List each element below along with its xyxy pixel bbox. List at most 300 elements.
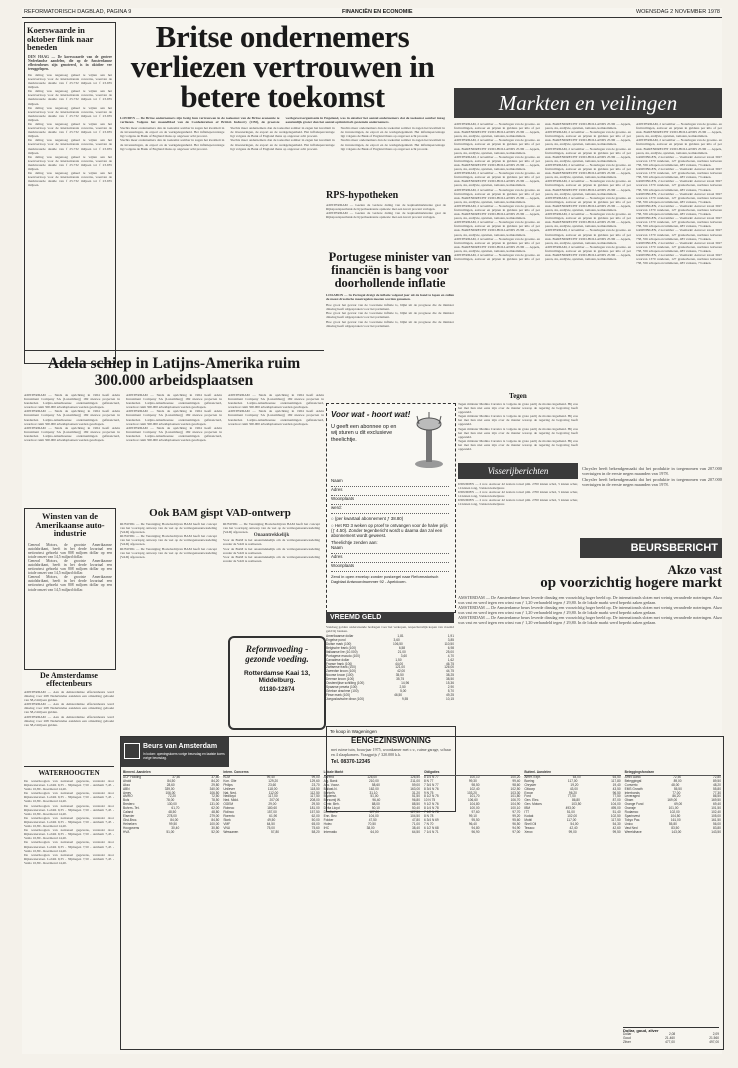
row-label: VMF [223,821,231,826]
row-value: 58,20 [311,829,320,834]
voordeel-field[interactable]: Woonplaats [331,563,449,572]
row-value: 54,00 [570,821,579,826]
row-value: 105,00 [711,813,721,818]
row-value: 54,30 [612,821,621,826]
row-label: Heineken [123,821,137,826]
portugese-lead: LISSABON — In Portugal dreigt de inflatie volgend jaar uit de hand te lopen en zullen de meest drastische maatregelen moeten worden genomen. [326,293,454,302]
row-value: 96,40 [468,821,477,826]
row-value: 101,50 [711,806,721,811]
row-label: ITT [524,810,530,815]
row-value: 83,50 [671,825,680,830]
row-value: 98,50 [471,782,480,787]
row-value: 4,70 [447,653,454,658]
row-value: 30,80 [211,825,220,830]
voordeel-field[interactable]: Naam [331,545,449,554]
row-value: 23,60 [268,782,277,787]
row-label: 9 N 75 [423,790,434,795]
row-label: Oransje [624,806,636,811]
row-value: 101,70 [469,794,480,799]
voordeel-field[interactable]: Woonplaats [331,496,449,505]
row-label: Ahold [123,778,132,783]
row-value: 65,00 [311,821,320,826]
row-label: Buhrm.-Tet. [123,806,140,811]
row-label: Caland [123,810,134,815]
row-value: 117,50 [310,794,320,799]
koerswaarde-box [24,22,116,364]
row-value: 69,00 [674,802,683,807]
row-label: Akzo [123,782,131,787]
voordeel-title: Voor wat - hoort wat! [331,410,411,419]
stock-row [223,831,319,835]
row-label: Kon. Olie [223,778,237,783]
row-label: Noorse kroon (100) [326,673,354,678]
row-value: 117,00 [567,778,578,783]
row-value: 38,40 [411,825,420,830]
row-value: 495,00 [610,806,621,811]
row-value: 47,80 [411,817,420,822]
row-label: Internatio [323,829,337,834]
beursbericht-title: BEURSBERICHT [580,538,722,558]
row-value: 112,50 [310,790,320,795]
row-value: 96,80 [412,798,420,803]
row-label: Centr. Beh. [323,802,340,807]
row-value: 130,00 [167,802,177,807]
row-value: 95,50 [471,817,480,822]
row-value: 99,00 [311,774,320,779]
row-value: 127,50 [410,810,420,815]
row-value: 102,40 [469,786,480,791]
row-label: HVA [123,829,130,834]
row-label: 8 3/4 N 76 [423,786,439,791]
row-label: Belgische frank (100) [326,645,357,650]
row-value: 2,50 [399,684,406,689]
row-value: 100,10 [510,806,521,811]
row-label: 8 1/4 N 78 [423,806,439,811]
row-value: 129,20 [268,778,279,783]
row-label: 10 N 75 [423,798,436,803]
row-value: 38,50 [446,677,454,682]
row-value: 118,00 [267,786,278,791]
row-value: 493,00 [565,806,576,811]
row-label: Enn. Bev. [323,813,338,818]
britse-title: Britse ondernemers verliezen vertrouwen in betere toekomst [130,22,435,114]
row-label: 8 1/4 N 77 [423,774,439,779]
row-value: 104,90 [510,802,521,807]
row-label: Gen. Motors [524,802,542,807]
row-label: Nedlloyd [223,794,236,799]
row-value: 72,80 [712,774,721,779]
beurs-column-heading: Buitenl. Aandelen [524,771,620,776]
row-value: 5,70 [447,688,454,693]
row-label: IHC [323,825,330,830]
row-value: 106,70 [510,798,521,803]
header-center: FINANCIËN EN ECONOMIE [342,9,413,15]
row-value: 497,00 [709,1040,719,1045]
row-value: 86,80 [571,798,580,803]
row-value: 103,30 [510,790,521,795]
row-value: 117,00 [268,794,278,799]
row-value: 169,50 [711,798,721,803]
row-value: 31,20 [411,790,420,795]
row-label: 9 1/2 N 76 [423,802,439,807]
row-value: 89,00 [673,778,682,783]
row-label: Wessanen [223,829,239,834]
row-value: 64,00 [572,774,581,779]
row-label: Stork [223,817,231,822]
row-value: 61,90 [269,813,278,818]
beurs-column [424,771,520,1045]
britse-lead: LONDEN — De Britse ondernemers zijn bezig hun vertrouwen in de toekomst van de Britse economie te verliezen. Volgens het maandblad van de Confederation of British Industry (CBI), de grootste werkgeversorganisatie in Engeland, was in oktober het aantal ondernemers dat de toekomst somber inzag aanzienlijk groter dan het aantal optimistisch gestemde ondernemers. [120,116,445,125]
row-label: Ass. Voorz. [323,782,340,787]
row-label: ACF Holding [123,774,142,779]
row-value: 35,75 [396,677,405,682]
row-label: ABN [123,786,130,791]
row-value: 3,85 [447,638,454,643]
row-label: Nat. Ned. [223,790,237,795]
row-label: Amer. Expr. [524,774,541,779]
row-value: 51,50 [411,794,420,799]
beurs-column-heading: Beleggingsfondsen [625,771,721,776]
row-value: 48,20 [712,782,721,787]
row-label: Zilver [623,1040,631,1045]
row-value: 100,10 [469,774,480,779]
row-value: 71,00 [411,821,420,826]
row-value: 19,40 [612,782,621,787]
row-value: 78,00 [166,798,175,803]
row-value: 58,60 [371,782,380,787]
ingezonden-title: Te koop in Wageningen [330,729,377,734]
row-value: 44,00 [395,661,404,666]
row-value: 10,15 [446,696,454,701]
row-label: Oostenrijkse schilling (100) [326,681,365,686]
row-value: 1,91 [447,634,454,639]
row-value: 77,30 [712,790,721,795]
row-value: 46,50 [394,692,403,697]
row-label: Gist-Broc. [123,817,138,822]
voordeel-coupon [326,403,456,613]
row-value: 104,80 [469,802,480,807]
row-label: 6 3/4 N 69 [423,817,439,822]
row-label: Joegoslavische dinar (100) [326,696,365,701]
row-value: 126,00 [367,774,377,779]
row-value: 31,10 [369,790,378,795]
row-label: Sparinvest [624,813,640,818]
row-value: 279,00 [209,813,220,818]
beurs-column [625,771,721,1045]
row-label: Robeco [223,806,235,811]
row-label: Amerikaanse dollar [326,634,354,639]
row-value: 103,20 [467,790,477,795]
row-label: 8 N 77 [423,778,434,783]
row-label: Philips [223,782,233,787]
row-value: 87,00 [612,798,621,803]
row-label: Delta Lloyd [323,806,340,811]
row-value: 50,40 [412,806,420,811]
newspaper-page [22,8,722,1054]
row-value: 48,80 [211,810,220,815]
row-label: Holec [323,821,332,826]
row-value: 477,00 [665,1040,675,1045]
row-value: 29,50 [311,802,320,807]
row-value: 51,00 [370,794,379,799]
row-value: 86,50 [712,794,721,799]
row-value: 83,80 [712,825,721,830]
row-label: Amro Aand. [624,774,642,779]
britse-body: Slechts meer ondernemers dan de toekomst somber in zagen het kwaliteit in de investeringen, de export en de werkgelegenheid. Het inflatiepercentage ligt volgens de Bank of England thans op ongeveer acht procent. Slechts meer ondernemers dan de toekomst somber in zagen het kwaliteit in de investeringen, de export en de werkgelegenheid. Het inflatiepercentage ligt volgens de Bank of England thans op ongeveer acht procent. Slechts meer ondernemers dan de toekomst somber in zagen het kwaliteit in de investeringen, de export en de werkgelegenheid. Het inflatiepercentage ligt volgens de Bank of England thans op ongeveer acht procent. Slechts meer ondernemers dan de toekomst somber in zagen het kwaliteit in de investeringen, de export en de werkgelegenheid. Het inflatiepercentage ligt volgens de Bank of England thans op ongeveer acht procent. Slechts meer ondernemers dan de toekomst somber in zagen het kwaliteit in de investeringen, de export en de werkgelegenheid. Het inflatiepercentage ligt volgens de Bank of England thans op ongeveer acht procent. Slechts meer ondernemers dan de toekomst somber in zagen het kwaliteit in de investeringen, de export en de werkgelegenheid. Het inflatiepercentage ligt volgens de Bank of England thans op ongeveer acht procent. [120,126,445,151]
row-label: Duitse mark (100) [326,642,352,646]
bam-body: RIJSWIJK — De Vereniging Bouwbedrijven BAM heeft het concept van het voorlopig ontwerp van de wet op de vermogensaanwasdeling (VAD) afgewezen. RIJSWIJK — De Vereniging Bouwbedrijven BAM heeft het concept van het voorlopig ontwerp van de wet op de vermogensaanwasdeling (VAD) afgewezen. RIJSWIJK — De Vereniging Bouwbedrijven BAM heeft het concept van het voorlopig ontwerp van de wet op de vermogensaanwasdeling (VAD) afgewezen. RIJSWIJK — De Vereniging Bouwbedrijven BAM heeft het concept van het voorlopig ontwerp van de wet op de vermogensaanwasdeling (VAD) afgewezen. Onaantrekkelijk Voor de BAM is het onaantrekkelijk om de vermogensaanwasdeling zonder de VAD te realiseren. Voor de BAM is het onaantrekkelijk om de vermogensaanwasdeling zonder de VAD te realiseren. Voor de BAM is het onaantrekkelijk om de vermogensaanwasdeling zonder de VAD te realiseren. [120,522,320,563]
row-value: 14,96 [401,681,410,686]
ingezonden-heading: EENGEZINSWONING [350,736,431,745]
voordeel-option3: Theelichtje zenden aan: [331,540,378,545]
row-label: 8 N 78 [423,813,434,818]
voordeel-option1[interactable]: ○ (per kwartaal abonnement ƒ 38.80) [331,516,404,521]
row-value: 51,00 [166,829,175,834]
row-label: 8 1/2 N 75 [423,794,439,799]
row-value: 61,70 [171,806,180,811]
row-value: 2,09 [712,1032,719,1037]
row-value: 106,50 [393,642,403,646]
row-value: 64,50 [266,821,275,826]
portugese-title: Portugese minister van financiën is bang voor doorhollende inflatie [328,251,452,290]
visserij-body: IJMUIDEN — 2 nov. Aanvoer 42 kotters totaal plm. 2700 kisten schol, 5 kisten schar, 14 kisten tong, 3 kisten kabeljauw. IJMUIDEN — 2 nov. Aanvoer 42 kotters totaal plm. 2700 kisten schol, 5 kisten schar, 14 kisten tong, 3 kisten kabeljauw. IJMUIDEN — 2 nov. Aanvoer 42 kotters totaal plm. 2700 kisten schol, 5 kisten schar, 14 kisten tong, 3 kisten kabeljauw. [458,482,578,507]
row-value: 57,80 [271,829,279,834]
stock-row [424,831,520,835]
voordeel-field[interactable]: Adres [331,487,449,496]
row-label: Engelse pond [326,638,346,643]
winsten-body: General Motors, de grootste Amerikaanse autofabrikant, heeft in het derde kwartaal een nettowinst geboekt van 808 miljoen dollar op een totale omzet van 14,5 miljard dollar. General Motors, de grootste Amerikaanse autofabrikant, heeft in het derde kwartaal een nettowinst geboekt van 808 miljoen dollar op een totale omzet van 14,5 miljard dollar. General Motors, de grootste Amerikaanse autofabrikant, heeft in het derde kwartaal een nettowinst geboekt van 808 miljoen dollar op een totale omzet van 14,5 miljard dollar. [28,542,112,592]
voordeel-form [331,478,449,584]
row-label: EMS Growth [624,786,643,791]
koerswaarde-lead: DEN HAAG — De koerswaarde van de grotere Nederlandse aandelen, die op de Amsterdamse effectenbeurs zijn genoteerd, is in oktober ver teruggelopen. [28,54,112,71]
row-label: Rorento [223,813,235,818]
row-value: 157,00 [267,810,277,815]
amsterdamse-article [24,672,114,762]
adela-body: AMSTERDAM — Sinds de oprichting in 1964 heeft Adela Investment Company SA (Luxemburg) 169 nieuwe projecten in honderden Latijns-Amerikaanse ondernemingen gefinancierd, waardoor ruim 300.000 arbeidsplaatsen werden geschapen. AMSTERDAM — Sinds de oprichting in 1964 heeft Adela Investment Company SA (Luxemburg) 169 nieuwe projecten in honderden Latijns-Amerikaanse ondernemingen gefinancierd, waardoor ruim 300.000 arbeidsplaatsen werden geschapen. AMSTERDAM — Sinds de oprichting in 1964 heeft Adela Investment Company SA (Luxemburg) 169 nieuwe projecten in honderden Latijns-Amerikaanse ondernemingen gefinancierd, waardoor ruim 300.000 arbeidsplaatsen werden geschapen. AMSTERDAM — Sinds de oprichting in 1964 heeft Adela Investment Company SA (Luxemburg) 169 nieuwe projecten in honderden Latijns-Amerikaanse ondernemingen gefinancierd, waardoor ruim 300.000 arbeidsplaatsen werden geschapen. AMSTERDAM — Sinds de oprichting in 1964 heeft Adela Investment Company SA (Luxemburg) 169 nieuwe projecten in honderden Latijns-Amerikaanse ondernemingen gefinancierd, waardoor ruim 300.000 arbeidsplaatsen werden geschapen. AMSTERDAM — Sinds de oprichting in 1964 heeft Adela Investment Company SA (Luxemburg) 169 nieuwe projecten in honderden Latijns-Amerikaanse ondernemingen gefinancierd, waardoor ruim 300.000 arbeidsplaatsen werden geschapen. AMSTERDAM — Sinds de oprichting in 1964 heeft Adela Investment Company SA (Luxemburg) 169 nieuwe projecten in honderden Latijns-Amerikaanse ondernemingen gefinancierd, waardoor ruim 300.000 arbeidsplaatsen werden geschapen. AMSTERDAM — Sinds de oprichting in 1964 heeft Adela Investment Company SA (Luxemburg) 169 nieuwe projecten in honderden Latijns-Amerikaanse ondernemingen gefinancierd, waardoor ruim 300.000 arbeidsplaatsen werden geschapen. [24,393,324,443]
beurs-column-heading: Binnenl. Aandelen [123,771,219,776]
beursbericht-article [458,563,722,703]
row-value: 102,40 [711,810,721,815]
row-value: 99,00 [568,829,577,834]
row-value: 278,00 [167,813,177,818]
waterhoogten-title: WATERHOOGTEN [38,769,100,777]
row-value: 131,00 [209,802,220,807]
row-value: 28,60 [166,782,175,787]
voordeel-option2[interactable]: ○ Het RD 3 weken op proef te ontvangen voor de halve prijs (ƒ 4.50). Zonder tegenbericht wordt u daarna dan zal een abonnement wordt geweest. [331,523,448,538]
row-value: 37,50 [172,774,181,779]
row-label: KLM [223,774,230,779]
row-value: 30,40 [171,825,180,830]
row-label: Texaco [524,825,535,830]
row-value: 72,20 [167,794,176,799]
beurs-column-heading: Obligaties [424,771,520,776]
row-value: 5,00 [400,688,407,693]
row-value: 88,50 [412,802,420,807]
row-value: 21,00 [397,649,406,654]
row-value: 6,58 [398,645,406,650]
row-value: 69,40 [712,802,721,807]
row-value: 99,30 [468,778,477,783]
beurs-columns [123,771,721,1045]
row-value: 127,00 [369,810,380,815]
beurs-title: Beurs van Amsterdam [143,743,218,750]
markten-banner [454,88,722,120]
row-value: 96,50 [612,790,621,795]
row-label: 7 N 70 [423,821,434,826]
beurs-column [324,771,420,1045]
row-value: 104,00 [610,802,621,807]
row-label: 6 1/2 N 68 [423,825,439,830]
row-label: Blydenst. [323,794,337,799]
row-value: 95,60 [512,817,521,822]
row-value: 98,60 [512,782,521,787]
row-label: Hoogovens [123,825,140,830]
beurs-column [123,771,219,1045]
row-value: 94,90 [512,825,521,830]
amsterdamse-body: AMSTERDAM — Aan de Amsterdamse effectenbeurs werd dinsdag voor 268 Nederlandse aandelen een omzetting geboekt van 38,2 miljoen gulden. AMSTERDAM — Aan de Amsterdamse effectenbeurs werd dinsdag voor 268 Nederlandse aandelen een omzetting geboekt van 38,2 miljoen gulden. AMSTERDAM — Aan de Amsterdamse effectenbeurs werd dinsdag voor 268 Nederlandse aandelen een omzetting geboekt van 38,2 miljoen gulden. [24,690,114,727]
header-right: WOENSDAG 2 NOVEMBER 1978 [635,9,720,15]
row-label: Kodak [524,813,534,818]
row-value: 51,00 [566,810,575,815]
row-value: 70,50 [367,821,376,826]
chrysler-article: Chrysler heeft bekendgemaakt dat het produktie in toegenomen van 207.000 voertuigen in de eerste negen maanden van 1978. Chrysler heeft bekendgemaakt dat het produktie in toegenomen van 207.000 voertuigen in de eerste negen maanden van 1978. [582,466,722,487]
row-value: 162,00 [368,786,379,791]
row-value: 97,00 [512,829,521,834]
row-value: 29,00 [268,802,277,807]
row-label: Orange Fund [624,802,644,807]
row-value: 96,40 [372,798,381,803]
dollar-table [623,1033,719,1045]
row-label: Chrysler [524,782,537,787]
row-value: 211,00 [410,778,420,783]
beurs-column-heading: Intern. Concerns [223,771,319,776]
row-value: 102,50 [610,813,621,818]
row-value: 100,20 [510,774,521,779]
row-label: Canadese dollar [326,657,350,662]
voordeel-field[interactable]: Adres [331,554,449,563]
row-value: 99,20 [512,813,521,818]
row-value: 2,90 [447,684,454,689]
row-value: 55,80 [712,786,721,791]
row-label: Tokyo Pac. [624,817,641,822]
row-value: 51,40 [612,810,621,815]
row-value: 103,50 [571,802,582,807]
row-value: 106,00 [165,790,176,795]
row-value: 181,00 [309,806,320,811]
rps-body: AMSTERDAM — Gezien de verdere daling van de kapitaalmarktrente gaat de Rijkspostspaarbank de hypotheekrente opnieuw met een kwart procent verlagen. AMSTERDAM — Gezien de verdere daling van de kapitaalmarktrente gaat de Rijkspostspaarbank de hypotheekrente opnieuw met een kwart procent verlagen. [326,203,446,220]
markten-body: AMSTERDAM, 2 november — Noteringen van de groente- en fruitveilingen, aanvoer en prijzen in guldens per kilo of per stuk. BARENDRECHT ZUID-HOLLANDS ZUID — Appels, peren, sla, andijvie, spruiten, tomaten, komkommers. AMSTERDAM, 2 november — Noteringen van de groente- en fruitveilingen, aanvoer en prijzen in guldens per kilo of per stuk. BARENDRECHT ZUID-HOLLANDS ZUID — Appels, peren, sla, andijvie, spruiten, tomaten, komkommers. AMSTERDAM, 2 november — Noteringen van de groente- en fruitveilingen, aanvoer en prijzen in guldens per kilo of per stuk. BARENDRECHT ZUID-HOLLANDS ZUID — Appels, peren, sla, andijvie, spruiten, tomaten, komkommers. AMSTERDAM, 2 november — Noteringen van de groente- en fruitveilingen, aanvoer en prijzen in guldens per kilo of per stuk. BARENDRECHT ZUID-HOLLANDS ZUID — Appels, peren, sla, andijvie, spruiten, tomaten, komkommers. AMSTERDAM, 2 november — Noteringen van de groente- en fruitveilingen, aanvoer en prijzen in guldens per kilo of per stuk. BARENDRECHT ZUID-HOLLANDS ZUID — Appels, peren, sla, andijvie, spruiten, tomaten, komkommers. AMSTERDAM, 2 november — Noteringen van de groente- en fruitveilingen, aanvoer en prijzen in guldens per kilo of per stuk. BARENDRECHT ZUID-HOLLANDS ZUID — Appels, peren, sla, andijvie, spruiten, tomaten, komkommers. AMSTERDAM, 2 november — Noteringen van de groente- en fruitveilingen, aanvoer en prijzen in guldens per kilo of per stuk. BARENDRECHT ZUID-HOLLANDS ZUID — Appels, peren, sla, andijvie, spruiten, tomaten, komkommers. AMSTERDAM, 2 november — Noteringen van de groente- en fruitveilingen, aanvoer en prijzen in guldens per kilo of per stuk. BARENDRECHT ZUID-HOLLANDS ZUID — Appels, peren, sla, andijvie, spruiten, tomaten, komkommers. AMSTERDAM, 2 november — Noteringen van de groente- en fruitveilingen, aanvoer en prijzen in guldens per kilo of per stuk. BARENDRECHT ZUID-HOLLANDS ZUID — Appels, peren, sla, andijvie, spruiten, tomaten, komkommers. AMSTERDAM, 2 november — Noteringen van de groente- en fruitveilingen, aanvoer en prijzen in guldens per kilo of per stuk. BARENDRECHT ZUID-HOLLANDS ZUID — Appels, peren, sla, andijvie, spruiten, tomaten, komkommers. AMSTERDAM, 2 november — Noteringen van de groente- en fruitveilingen, aanvoer en prijzen in guldens per kilo of per stuk. BARENDRECHT ZUID-HOLLANDS ZUID — Appels, peren, sla, andijvie, spruiten, tomaten, komkommers. AMSTERDAM, 2 november — Noteringen van de groente- en fruitveilingen, aanvoer en prijzen in guldens per kilo of per stuk. BARENDRECHT ZUID-HOLLANDS ZUID — Appels, peren, sla, andijvie, spruiten, tomaten, komkommers. AMSTERDAM, 2 november — Noteringen van de groente- en fruitveilingen, aanvoer en prijzen in guldens per kilo of per stuk. BARENDRECHT ZUID-HOLLANDS ZUID — Appels, peren, sla, andijvie, spruiten, tomaten, komkommers. AMSTERDAM, 2 november — Noteringen van de groente- en fruitveilingen, aanvoer en prijzen in guldens per kilo of per stuk. BARENDRECHT ZUID-HOLLANDS ZUID — Appels, peren, sla, andijvie, spruiten, tomaten, komkommers. AMSTERDAM, 2 november — Noteringen van de groente- en fruitveilingen, aanvoer en prijzen in guldens per kilo of per stuk. BARENDRECHT ZUID-HOLLANDS ZUID — Appels, peren, sla, andijvie, spruiten, tomaten, komkommers. AMSTERDAM, 2 november — Noteringen van de groente- en fruitveilingen, aanvoer en prijzen in guldens per kilo of per stuk. BARENDRECHT ZUID-HOLLANDS ZUID — Appels, peren, sla, andijvie, spruiten, tomaten, komkommers. AMSTERDAM, 2 november — Noteringen van de groente- en fruitveilingen, aanvoer en prijzen in guldens per kilo of per stuk. BARENDRECHT ZUID-HOLLANDS ZUID — Appels, peren, sla, andijvie, spruiten, tomaten, komkommers. AMSTERDAM, 2 november — Noteringen van de groente- en fruitveilingen, aanvoer en prijzen in guldens per kilo of per stuk. BARENDRECHT ZUID-HOLLANDS ZUID — Appels, peren, sla, andijvie, spruiten, tomaten, komkommers. AMSTERDAM, 2 november — Noteringen van de groente- en fruitveilingen, aanvoer en prijzen in guldens per kilo of per stuk. BARENDRECHT ZUID-HOLLANDS ZUID — Appels, peren, sla, andijvie, spruiten, tomaten, komkommers. GRONINGEN, 2 november — Veemarkt: Aanvoer totaal 3027 waarvan 1370 runderen, 127 graskalveren, nuchtere kalveren 738, 356 schapen en lammeren, 483 varkens, 7 bokken. GRONINGEN, 2 november — Veemarkt: Aanvoer totaal 3027 waarvan 1370 runderen, 127 graskalveren, nuchtere kalveren 738, 356 schapen en lammeren, 483 varkens, 7 bokken. GRONINGEN, 2 november — Veemarkt: Aanvoer totaal 3027 waarvan 1370 runderen, 127 graskalveren, nuchtere kalveren 738, 356 schapen en lammeren, 483 varkens, 7 bokken. GRONINGEN, 2 november — Veemarkt: Aanvoer totaal 3027 waarvan 1370 runderen, 127 graskalveren, nuchtere kalveren 738, 356 schapen en lammeren, 483 varkens, 7 bokken. GRONINGEN, 2 november — Veemarkt: Aanvoer totaal 3027 waarvan 1370 runderen, 127 graskalveren, nuchtere kalveren 738, 356 schapen en lammeren, 483 varkens, 7 bokken. GRONINGEN, 2 november — Veemarkt: Aanvoer totaal 3027 waarvan 1370 runderen, 127 graskalveren, nuchtere kalveren 738, 356 schapen en lammeren, 483 varkens, 7 bokken. GRONINGEN, 2 november — Veemarkt: Aanvoer totaal 3027 waarvan 1370 runderen, 127 graskalveren, nuchtere kalveren 738, 356 schapen en lammeren, 483 varkens, 7 bokken. GRONINGEN, 2 november — Veemarkt: Aanvoer totaal 3027 waarvan 1370 runderen, 127 graskalveren, nuchtere kalveren 738, 356 schapen en lammeren, 483 varkens, 7 bokken. GRONINGEN, 2 november — Veemarkt: Aanvoer totaal 3027 waarvan 1370 runderen, 127 graskalveren, nuchtere kalveren 738, 356 schapen en lammeren, 483 varkens, 7 bokken. [454,122,722,266]
voordeel-field[interactable]: werd: [331,505,449,514]
row-value: 42,60 [612,825,621,830]
row-value: 50,00 [311,817,320,822]
vreemd-table [326,635,454,701]
row-value: 21.460 [665,1036,675,1041]
amsterdamse-title: De Amsterdamse effectenbeurs [40,672,98,688]
row-label: Gen. Elec. [524,798,540,803]
row-value: 3,60 [400,653,408,658]
row-value: 117,00 [566,817,577,822]
row-value: 64,50 [412,829,420,834]
voordeel-footer: Zend in open envelop zonder postzegel naar Reformatorisch Dagblad Antwoordnummer 92 - Apeldoorn. [331,574,439,584]
reformvoeding-title: Reformvoeding - gezonde voeding. [245,644,309,664]
row-label: Rodamco [624,810,639,815]
voordeel-field[interactable]: Naam [331,478,449,487]
row-value: 110,50 [444,642,454,646]
row-value: 75,60 [311,825,320,830]
adela-title: Adela schiep in Latijns-Amerika ruim 300.000 arbeidsplaatsen [47,355,301,389]
bam-title: Ook BAM gispt VAD-ontwerp [149,508,291,519]
row-label: Unico [624,821,633,826]
koerswaarde-body: De daling was nagenoeg geheel te wijten aan het koersverloop voor de internationale concerns, waarvan de marktwaarde daalde van f 25.732 miljoen tot f 23.935 miljoen. De daling was nagenoeg geheel te wijten aan het koersverloop voor de internationale concerns, waarvan de marktwaarde daalde van f 25.732 miljoen tot f 23.935 miljoen. De daling was nagenoeg geheel te wijten aan het koersverloop voor de internationale concerns, waarvan de marktwaarde daalde van f 25.732 miljoen tot f 23.935 miljoen. De daling was nagenoeg geheel te wijten aan het koersverloop voor de internationale concerns, waarvan de marktwaarde daalde van f 25.732 miljoen tot f 23.935 miljoen. De daling was nagenoeg geheel te wijten aan het koersverloop voor de internationale concerns, waarvan de marktwaarde daalde van f 25.732 miljoen tot f 23.935 miljoen. De daling was nagenoeg geheel te wijten aan het koersverloop voor de internationale concerns, waarvan de marktwaarde daalde van f 25.732 miljoen tot f 23.935 miljoen. De daling was nagenoeg geheel te wijten aan het koersverloop voor de internationale concerns, waarvan de marktwaarde daalde van f 25.732 miljoen tot f 23.935 miljoen. [28,72,112,188]
row-value: 48,50 [168,810,177,815]
row-label: Wereldhave [624,829,642,834]
row-value: 121,00 [395,665,405,670]
row-label: Fokker [323,817,334,822]
row-label: Zwitserse frank (100) [326,665,356,670]
row-value: 42,00 [397,669,406,674]
row-value: 88,00 [371,802,380,807]
row-value: 23,70 [311,782,320,787]
row-value: 56,00 [712,821,721,826]
waterhoogten-article [24,766,114,1047]
vreemd-geld [326,612,454,724]
row-label: Dollar [623,1032,632,1037]
row-value: 96,90 [471,829,480,834]
winsten-title: Winsten van de Amerikaanse auto-industrie [35,511,105,538]
waterhoogten-body: De waterhoogten van nationaal gegevens, verstrekt door Rijkswaterstaat. Lobith 9,35 - Nijmegen 7,50 - Arnhem 7,45 - Venlo 10,80 - Roermond 14,20. De waterhoogten van nationaal gegevens, verstrekt door Rijkswaterstaat. Lobith 9,35 - Nijmegen 7,50 - Arnhem 7,45 - Venlo 10,80 - Roermond 14,20. De waterhoogten van nationaal gegevens, verstrekt door Rijkswaterstaat. Lobith 9,35 - Nijmegen 7,50 - Arnhem 7,45 - Venlo 10,80 - Roermond 14,20. De waterhoogten van nationaal gegevens, verstrekt door Rijkswaterstaat. Lobith 9,35 - Nijmegen 7,50 - Arnhem 7,45 - Venlo 10,80 - Roermond 14,20. De waterhoogten van nationaal gegevens, verstrekt door Rijkswaterstaat. Lobith 9,35 - Nijmegen 7,50 - Arnhem 7,45 - Venlo 10,80 - Roermond 14,20. De waterhoogten van nationaal gegevens, verstrekt door Rijkswaterstaat. Lobith 9,35 - Nijmegen 7,50 - Arnhem 7,45 - Venlo 10,80 - Roermond 14,20. De waterhoogten van nationaal gegevens, verstrekt door Rijkswaterstaat. Lobith 9,35 - Nijmegen 7,50 - Arnhem 7,45 - Venlo 10,80 - Roermond 14,20. [24,779,114,865]
row-value: 37,80 [211,774,220,779]
row-value: 62,00 [211,806,220,811]
portugese-article [326,251,454,401]
row-value: 161,00 [670,817,681,822]
row-label: Rolinco [223,810,234,815]
row-value: 43,00 [569,786,578,791]
row-label: Goud [623,1036,631,1041]
voordeel-lead: U geeft een abonnee op en wij sturen u dit exclusieve theelichtje. [331,424,397,443]
stock-row [123,831,219,835]
row-value: 94,80 [471,825,480,830]
row-value: 46,75 [446,661,454,666]
stock-row [324,831,420,835]
row-label: Interbonds [624,790,640,795]
row-value: 1,62 [447,657,454,662]
stock-row [524,831,620,835]
row-label: Unilever [223,786,236,791]
row-value: 99,50 [612,829,621,834]
row-label: Borsumij W. [323,798,341,803]
koerswaarde-title: Koerswaarde in oktober flink naar beneden [27,25,94,52]
row-label: AMRO [123,794,133,799]
row-label: Bredero [123,802,135,807]
row-value: 89,50 [712,778,721,783]
row-label: Citicorp [524,786,536,791]
row-value: 6,98 [447,645,454,650]
winsten-box [24,508,116,670]
row-value: 118,50 [310,786,320,791]
row-value: 163,00 [410,786,420,791]
reformvoeding-address: Rotterdamse Kaai 13, Middelburg. [243,670,311,684]
row-value: 210,00 [369,778,379,783]
row-label: Ford [524,794,531,799]
reformvoeding-phone: 01180-12874 [259,687,295,693]
row-value: 169,00 [667,798,678,803]
row-value: 100,00 [209,821,220,826]
row-label: IBM [524,806,530,811]
row-value: 72,50 [211,794,220,799]
row-value: 42,40 [569,825,578,830]
portugese-body: Hoe groot het gevaar van de voorziene inflatie is, blijkt uit de prognose die de minister dinsdag heeft uitgesproken voor het parlement. Hoe groot het gevaar van de voorziene inflatie is, blijkt uit de prognose die de minister dinsdag heeft uitgesproken voor het parlement. Hoe groot het gevaar van de voorziene inflatie is, blijkt uit de prognose die de minister dinsdag heeft uitgesproken voor het parlement. [326,303,454,328]
row-label: Berkel's [323,790,335,795]
